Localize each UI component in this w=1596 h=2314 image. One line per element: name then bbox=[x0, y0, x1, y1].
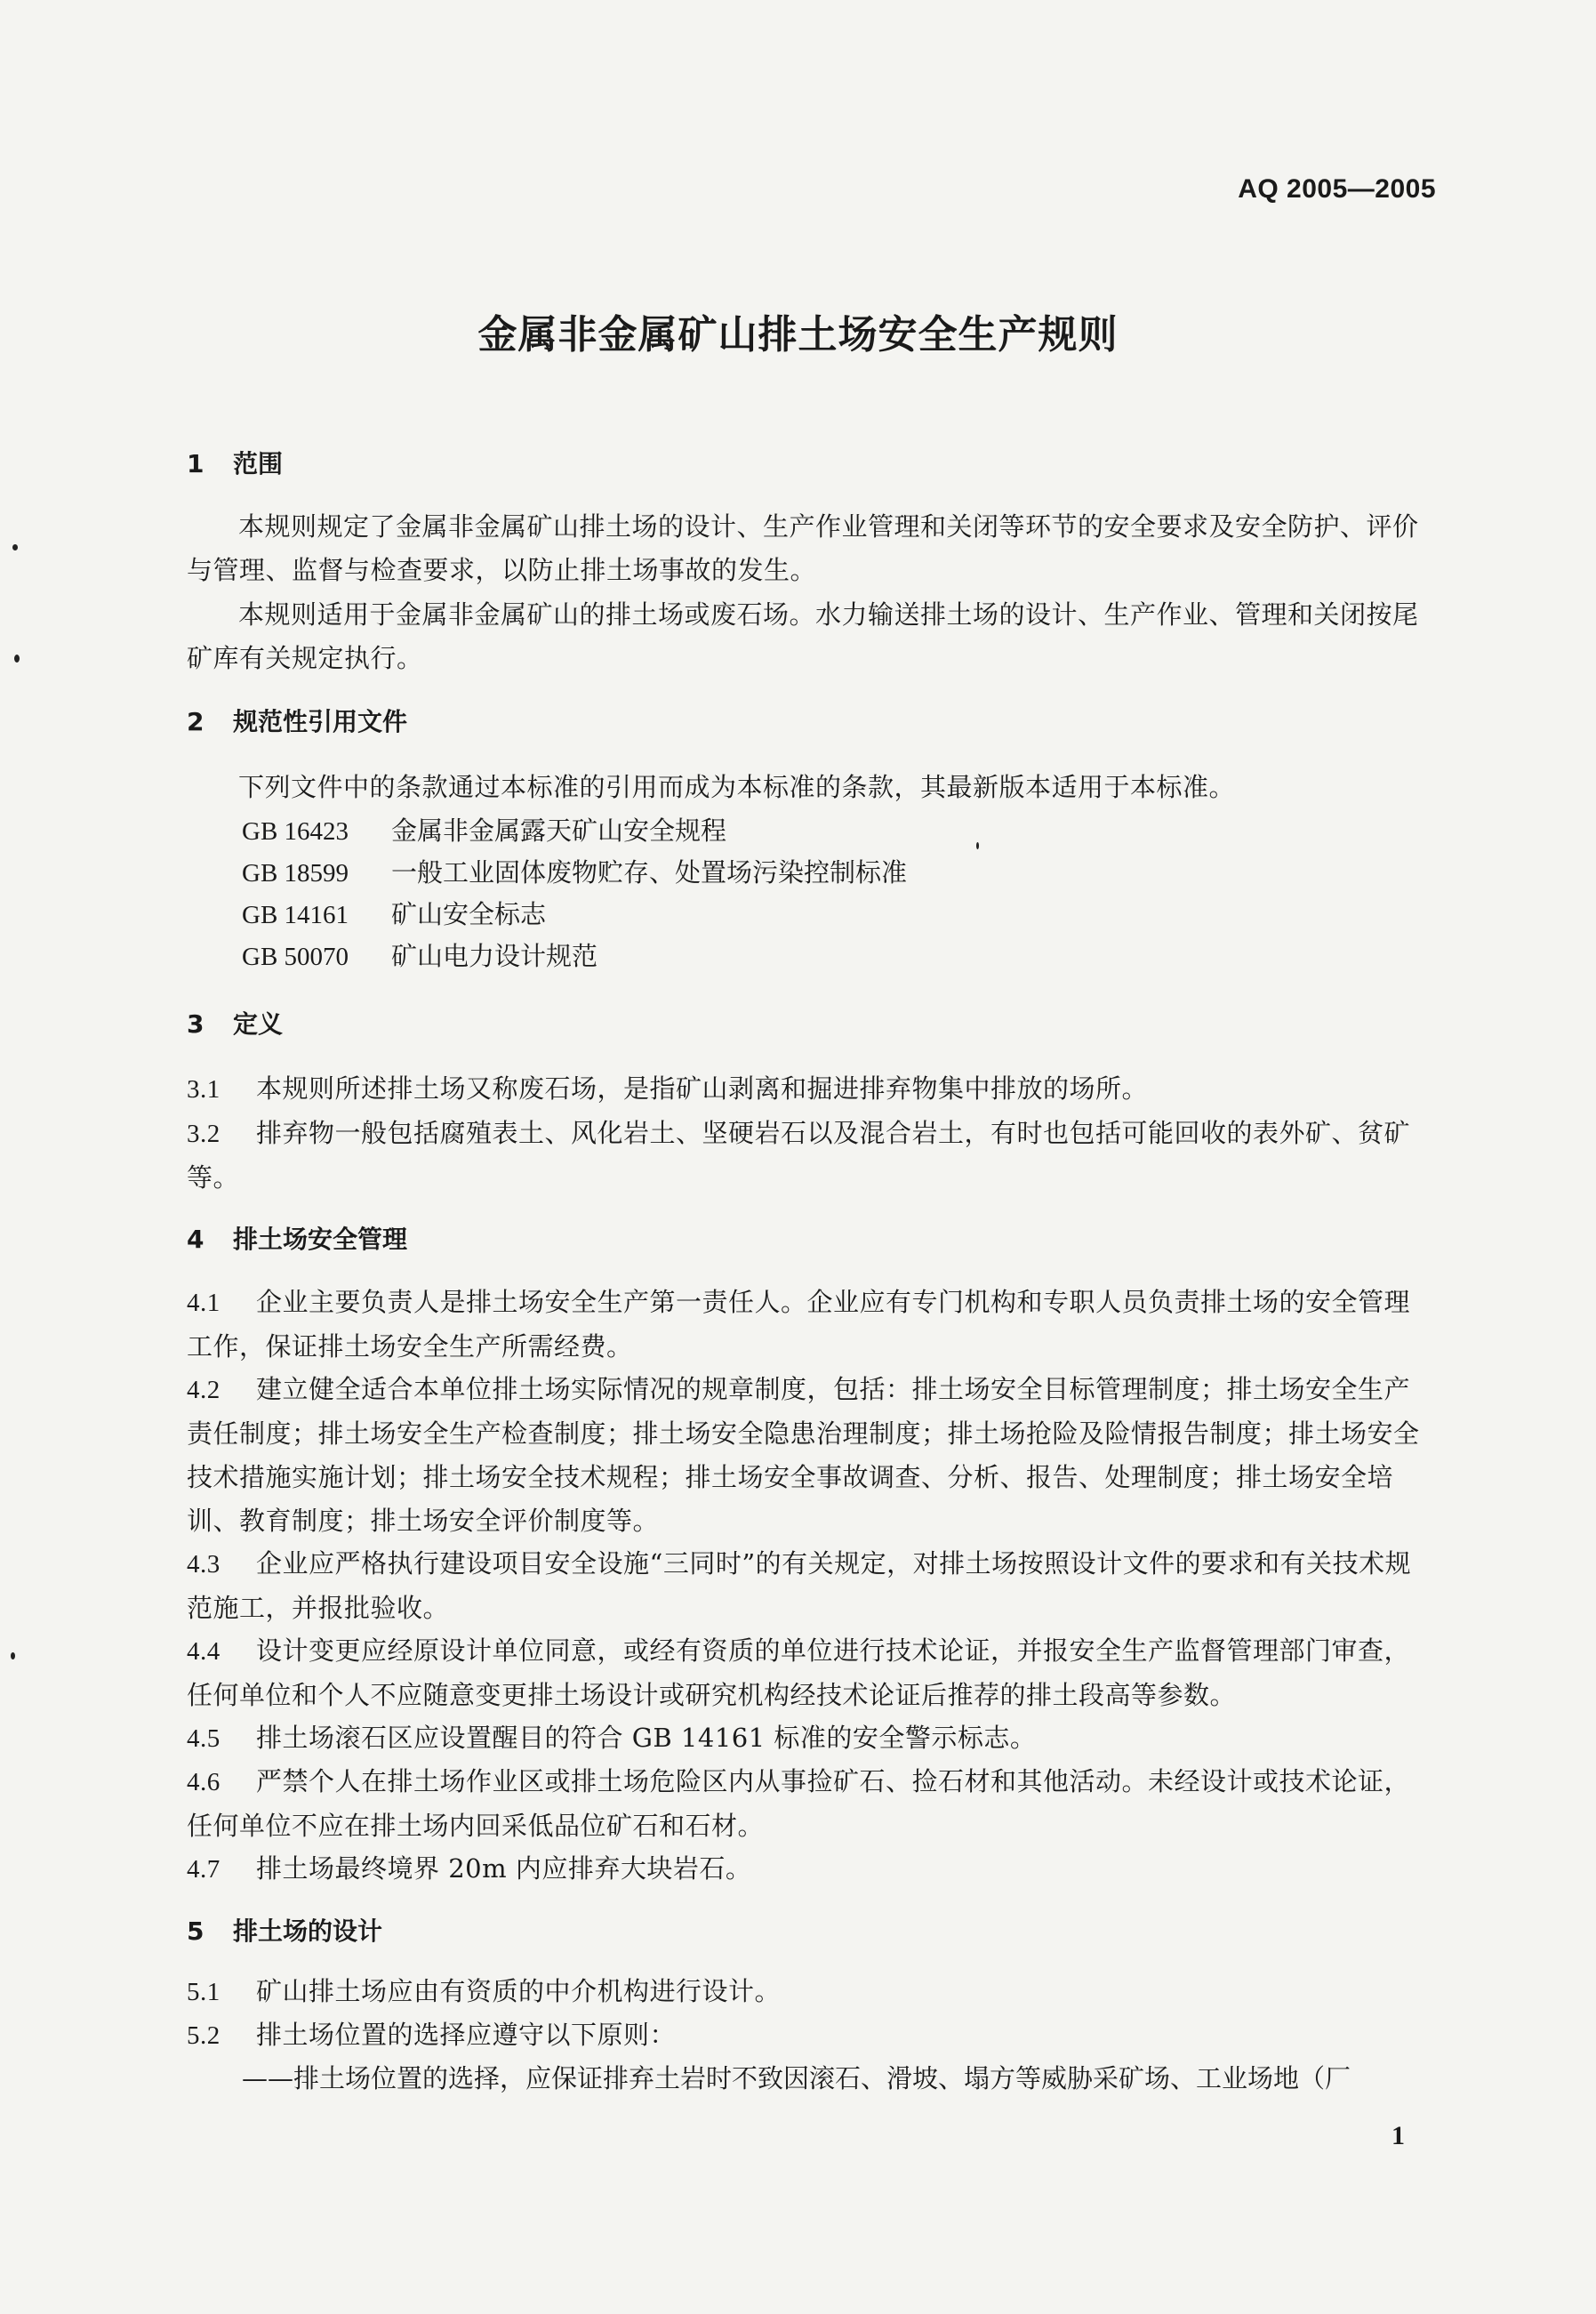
scan-speck bbox=[14, 655, 20, 663]
scope-paragraph-1: 本规则规定了金属非金属矿山排土场的设计、生产作业管理和关闭等环节的安全要求及安全防护、评价与管理、监督与检查要求，以防止排土场事故的发生。 bbox=[187, 511, 1419, 585]
clause-4-6: 4.6 严禁个人在排土场作业区或排土场危险区内从事捡矿石、捡石材和其他活动。未经设计或技术论证，任何单位不应在排土场内回采低品位矿石和石材。 bbox=[187, 1766, 1411, 1841]
references-intro: 下列文件中的条款通过本标准的引用而成为本标准的条款，其最新版本适用于本标准。 bbox=[238, 772, 1236, 802]
clause-5-1: 5.1 矿山排土场应由有资质的中介机构进行设计。 bbox=[187, 1976, 782, 2006]
section-heading-3: 3 定义 bbox=[187, 1009, 284, 1039]
document-title: 金属非金属矿山排土场安全生产规则 bbox=[477, 312, 1119, 358]
scan-speck bbox=[11, 1652, 15, 1659]
clause-4-4: 4.4 设计变更应经原设计单位同意，或经有资质的单位进行技术论证，并报安全生产监督管理部门审查，任何单位和个人不应随意变更排土场设计或研究机构经技术论证后推荐的排土段高等参数。 bbox=[187, 1635, 1411, 1710]
clause-4-2: 4.2 建立健全适合本单位排土场实际情况的规章制度，包括：排土场安全目标管理制度；排土场安全生产责任制度；排土场安全生产检查制度；排土场安全隐患治理制度；排土场抢险及险情报告制度；排土场安全技术措施实施计划；排土场安全技术规程；排土场安全事故调查、分析、报告、处理制度；排土场安全培训、教育制度；排土场安全评价制度等。 bbox=[187, 1374, 1420, 1536]
section-heading-1: 1 范围 bbox=[187, 449, 284, 478]
clause-4-1: 4.1 企业主要负责人是排土场安全生产第一责任人。企业应有专门机构和专职人员负责排土场的安全管理工作，保证排土场安全生产所需经费。 bbox=[187, 1287, 1411, 1362]
reference-item: GB 50070 矿山电力设计规范 bbox=[242, 941, 598, 971]
reference-item: GB 14161 矿山安全标志 bbox=[242, 899, 547, 929]
standard-code: AQ 2005—2005 bbox=[1238, 174, 1436, 204]
scope-paragraph-2: 本规则适用于金属非金属矿山的排土场或废石场。水力输送排土场的设计、生产作业、管理和关闭按尾矿库有关规定执行。 bbox=[187, 599, 1419, 673]
reference-item: GB 16423 金属非金属露天矿山安全规程 bbox=[242, 816, 727, 846]
scan-speck bbox=[12, 544, 18, 550]
clause-4-7: 4.7 排土场最终境界 20m 内应排弃大块岩石。 bbox=[187, 1853, 752, 1884]
section-heading-4: 4 排土场安全管理 bbox=[187, 1225, 408, 1254]
design-principle-item: ——排土场位置的选择，应保证排弃土岩时不致因滚石、滑坡、塌方等威胁采矿场、工业场地（厂 bbox=[242, 2063, 1351, 2093]
clause-4-3: 4.3 企业应严格执行建设项目安全设施“三同时”的有关规定，对排土场按照设计文件的要求和有关技术规范施工，并报批验收。 bbox=[187, 1548, 1412, 1623]
page-number: 1 bbox=[1391, 2121, 1405, 2150]
section-heading-2: 2 规范性引用文件 bbox=[187, 707, 408, 736]
scan-speck bbox=[976, 842, 979, 849]
clause-4-5: 4.5 排土场滚石区应设置醒目的符合 GB 14161 标准的安全警示标志。 bbox=[187, 1723, 1037, 1753]
clause-3-2: 3.2 排弃物一般包括腐殖表土、风化岩土、坚硬岩石以及混合岩土，有时也包括可能回收的表外矿、贫矿等。 bbox=[187, 1118, 1411, 1193]
clause-3-1: 3.1 本规则所述排土场又称废石场，是指矿山剥离和掘进排弃物集中排放的场所。 bbox=[187, 1073, 1149, 1104]
reference-item: GB 18599 一般工业固体废物贮存、处置场污染控制标准 bbox=[242, 857, 908, 888]
section-heading-5: 5 排土场的设计 bbox=[187, 1916, 383, 1946]
clause-5-2: 5.2 排土场位置的选择应遵守以下原则： bbox=[187, 2020, 677, 2050]
